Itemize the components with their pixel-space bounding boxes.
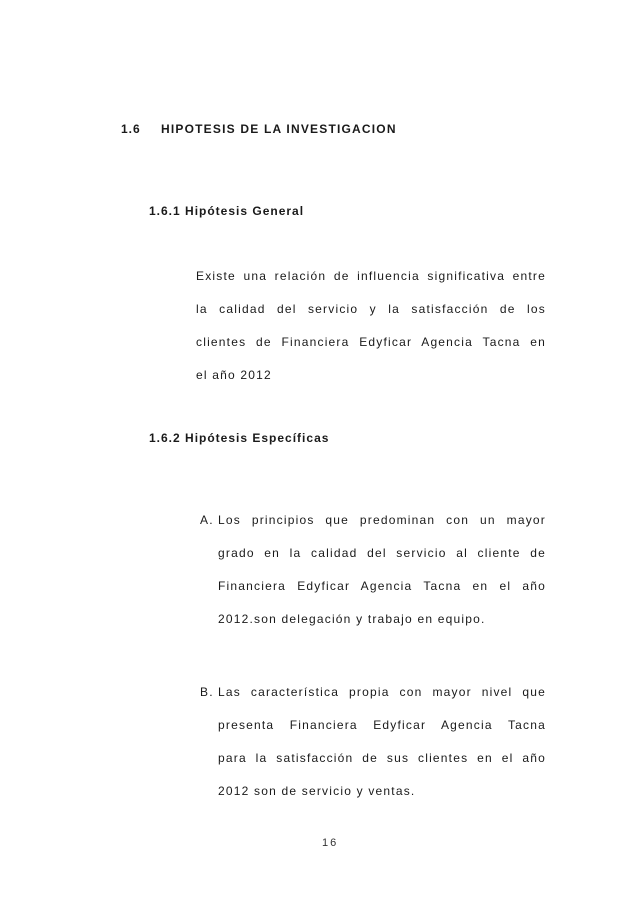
item-marker: A.	[200, 513, 214, 527]
item-text	[218, 684, 546, 816]
item-marker: B.	[200, 685, 214, 699]
paragraph-line: Las característica propia con mayor nivel que	[218, 685, 546, 699]
section-title: HIPOTESIS DE LA INVESTIGACION	[161, 122, 397, 136]
paragraph-line: Los principios que predominan con un mayor	[218, 513, 546, 527]
paragraph-line: presenta Financiera Edyficar Agencia Tacna	[218, 718, 546, 732]
paragraph-line: 2012.son delegación y trabajo en equipo.	[218, 612, 486, 626]
paragraph-line: Existe una relación de influencia significativa entre	[196, 269, 546, 283]
paragraph-line: la calidad del servicio y la satisfacción de los	[196, 302, 546, 316]
page-number: 16	[322, 837, 339, 849]
paragraph-line: 2012 son de servicio y ventas.	[218, 784, 416, 798]
paragraph-line: grado en la calidad del servicio al cliente de	[218, 546, 546, 560]
general-hypothesis-paragraph	[196, 268, 546, 400]
general-hypothesis-heading: 1.6.1 Hipótesis General	[149, 204, 305, 218]
paragraph-line: Financiera Edyficar Agencia Tacna en el año	[218, 579, 546, 593]
paragraph-line: el año 2012	[196, 368, 272, 382]
specific-hypotheses-heading: 1.6.2 Hipótesis Específicas	[149, 431, 330, 445]
item-text	[218, 512, 546, 644]
paragraph-line: para la satisfacción de sus clientes en el año	[218, 751, 546, 765]
paragraph-line: clientes de Financiera Edyficar Agencia Tacna en	[196, 335, 546, 349]
section-number: 1.6	[121, 122, 141, 136]
